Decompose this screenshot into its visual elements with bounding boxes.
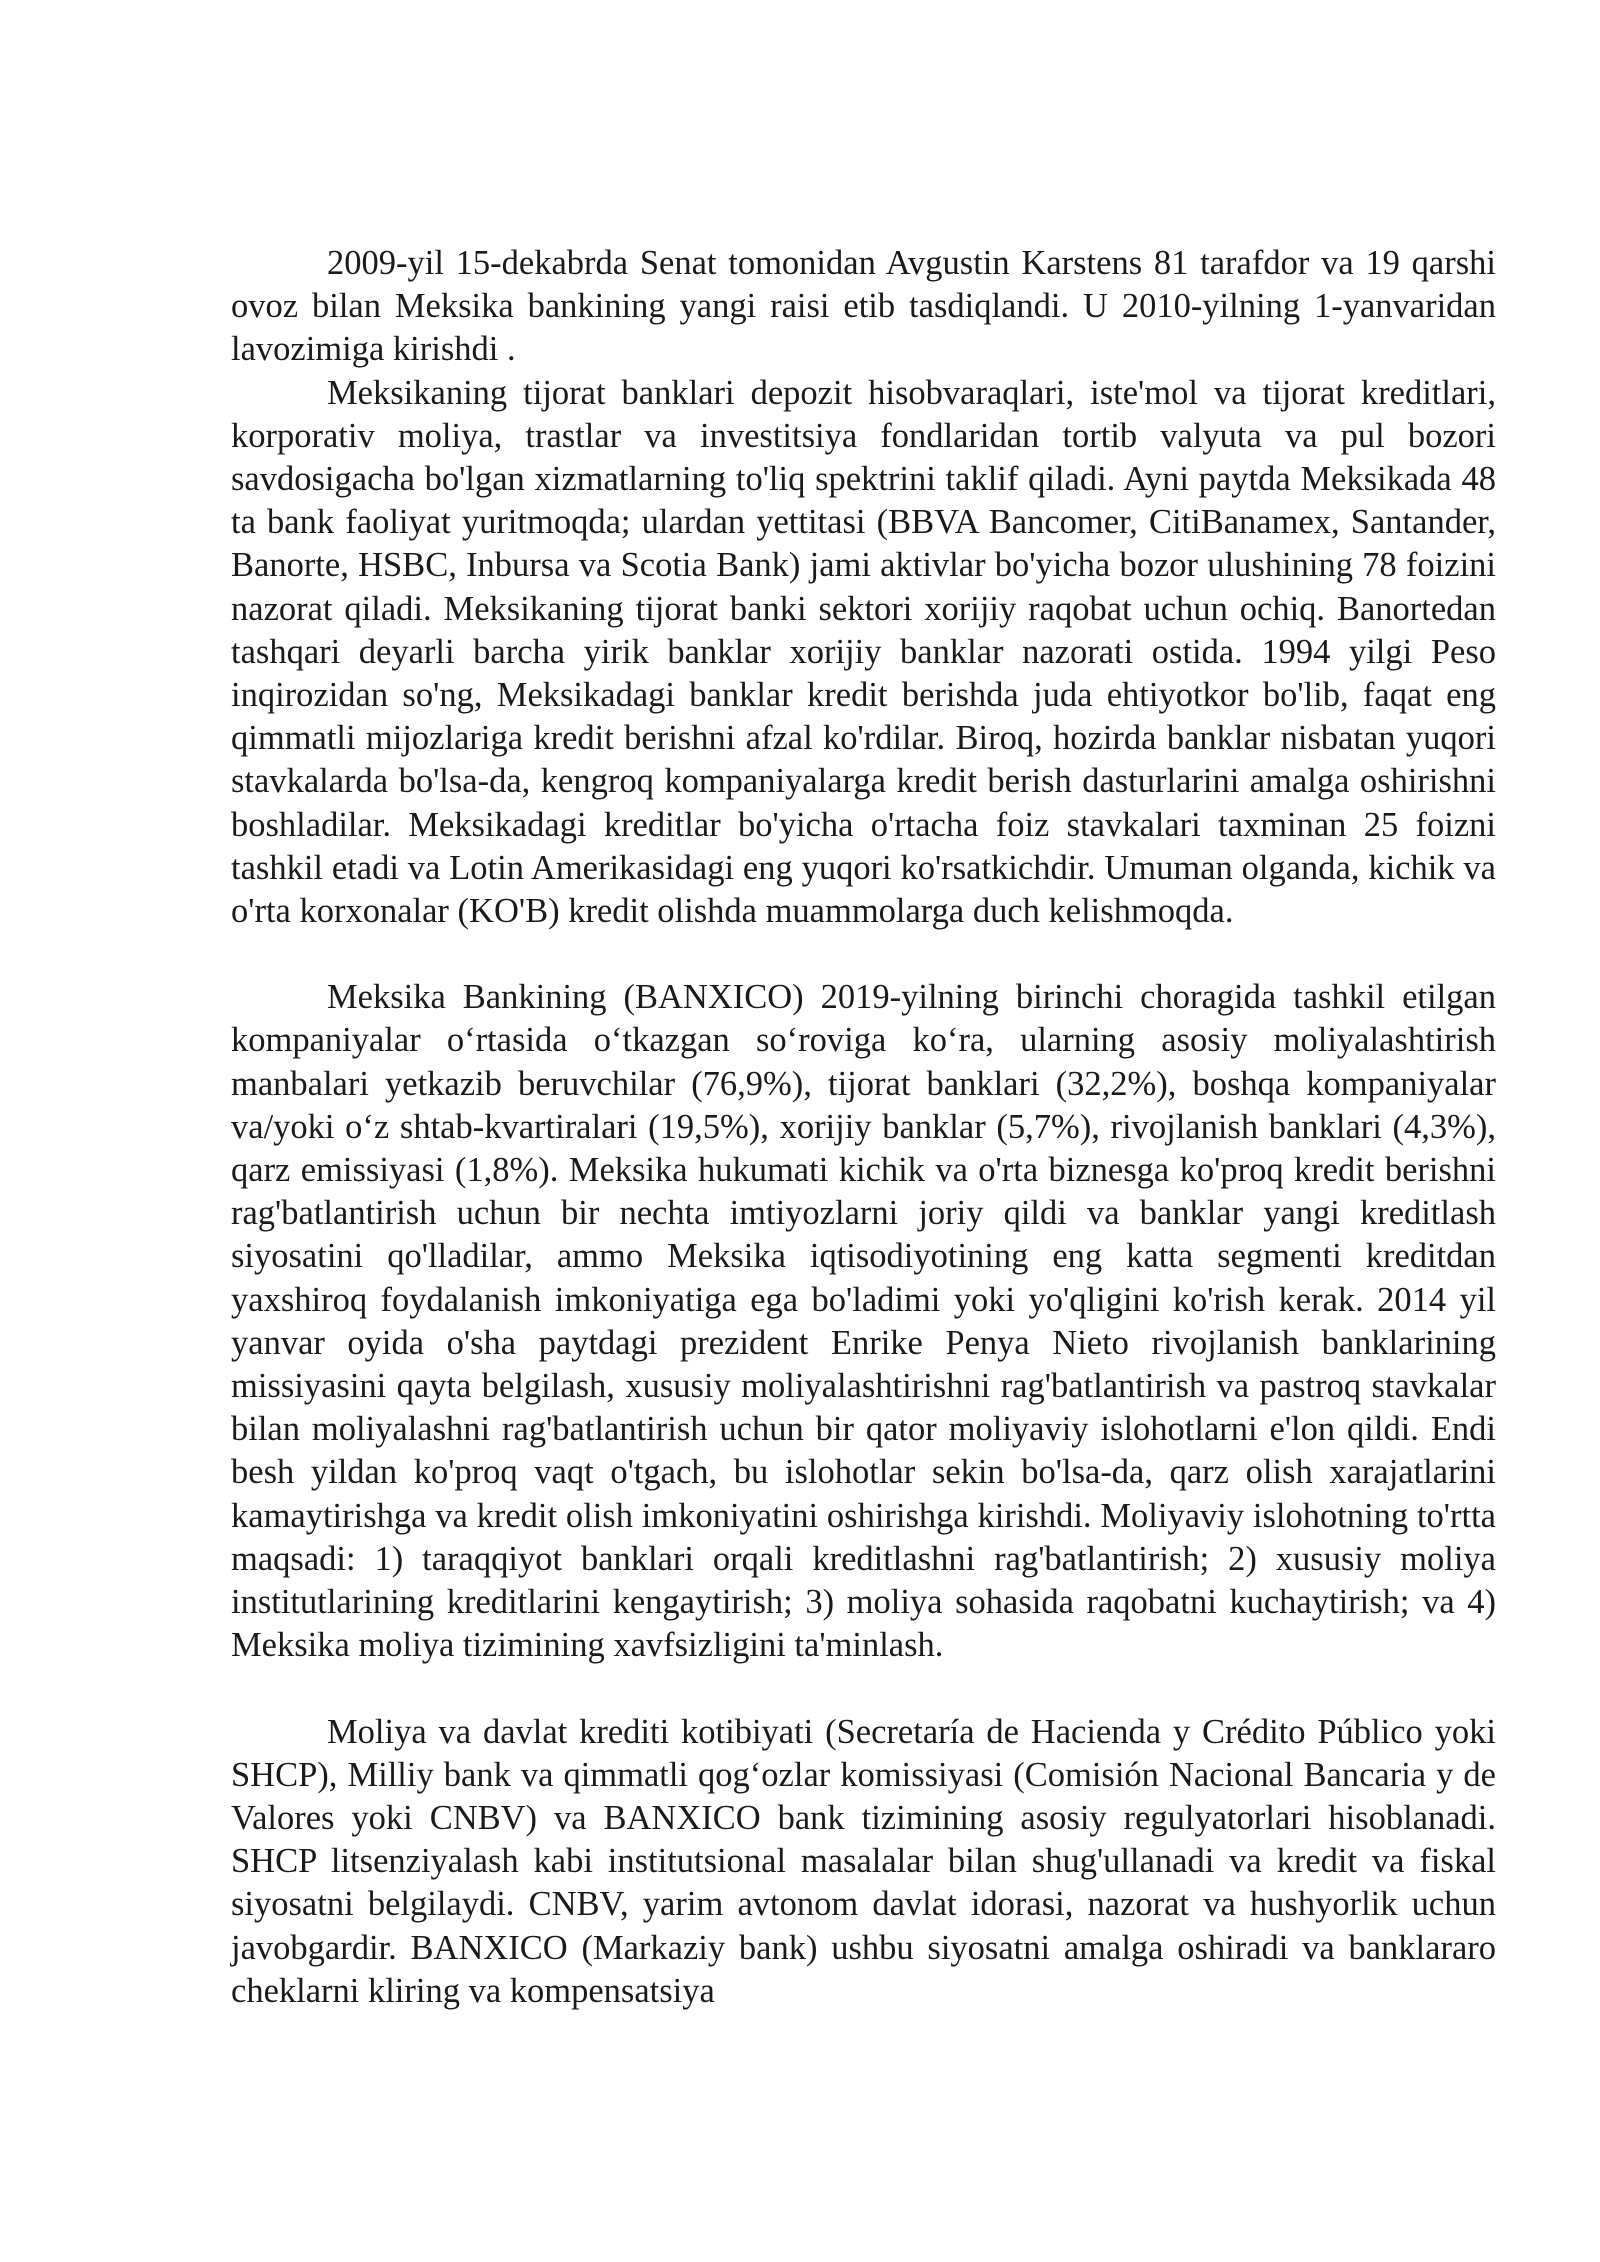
- paragraph-spacer: [231, 1668, 1496, 1711]
- document-page: [231, 242, 1496, 2013]
- paragraph-regulators: Moliya va davlat krediti kotibiyati (Secretaría de Hacienda y Crédito Público yoki SHCP), Milliy bank va qimmatli qog‘ozlar komissiyasi (Comisión Nacional Bancaria y de Valores yoki CNBV) va BANXICO bank tizimining asosiy regulyatorlari hisoblanadi. SHCP litsenziyalash kabi institutsional masalalar bilan shug'ullanadi va kredit va fiskal siyosatni belgilaydi. CNBV, yarim avtonom davlat idorasi, nazorat va hushyorlik uchun javobgardir. BANXICO (Markaziy bank) ushbu siyosatni amalga oshiradi va banklararo cheklarni kliring va kompensatsiya: [231, 1712, 1496, 2010]
- paragraph-banxico-survey: Meksika Bankining (BANXICO) 2019-yilning birinchi choragida tashkil etilgan kompaniyalar o‘rtasida o‘tkazgan so‘roviga ko‘ra, ularning asosiy moliyalashtirish manbalari yetkazib beruvchilar (76,9%), tijorat banklari (32,2%), boshqa kompaniyalar va/yoki o‘z shtab-kvartiralari (19,5%), xorijiy banklar (5,7%), rivojlanish banklari (4,3%), qarz emissiyasi (1,8%). Meksika hukumati kichik va o'rta biznesga ko'proq kredit berishni rag'batlantirish uchun bir nechta imtiyozlarni joriy qildi va banklar yangi kreditlash siyosatini qo'lladilar, ammo Meksika iqtisodiyotining eng katta segmenti kreditdan yaxshiroq foydalanish imkoniyatiga ega bo'ladimi yoki yo'qligini ko'rish kerak. 2014 yil yanvar oyida o'sha paytdagi prezident Enrike Penya Nieto rivojlanish banklarining missiyasini qayta belgilash, xususiy moliyalashtirishni rag'batlantirish va pastroq stavkalar bilan moliyalashni rag'batlantirish uchun bir qator moliyaviy islohotlarni e'lon qildi. Endi besh yildan ko'proq vaqt o'tgach, bu islohotlar sekin bo'lsa-da, qarz olish xarajatlarini kamaytirishga va kredit olish imkoniyatini oshirishga kirishdi. Moliyaviy islohotning to'rtta maqsadi: 1) taraqqiyot banklari orqali kreditlashni rag'batlantirish; 2) xususiy moliya institutlarining kreditlarini kengaytirish; 3) moliya sohasida raqobatni kuchaytirish; va 4) Meksika moliya tizimining xavfsizligini ta'minlash.: [231, 978, 1496, 1665]
- paragraph-spacer: [231, 933, 1496, 976]
- paragraph-commercial-banks: Meksikaning tijorat banklari depozit hisobvaraqlari, iste'mol va tijorat kreditlari, korporativ moliya, trastlar va investitsiya fondlaridan tortib valyuta va pul bozori savdosigacha bo'lgan xizmatlarning to'liq spektrini taklif qiladi. Ayni paytda Meksikada 48 ta bank faoliyat yuritmoqda; ulardan yettitasi (BBVA Bancomer, CitiBanamex, Santander, Banorte, HSBC, Inbursa va Scotia Bank) jami aktivlar bo'yicha bozor ulushining 78 foizini nazorat qiladi. Meksikaning tijorat banki sektori xorijiy raqobat uchun ochiq. Banortedan tashqari deyarli barcha yirik banklar xorijiy banklar nazorati ostida. 1994 yilgi Peso inqirozidan so'ng, Meksikadagi banklar kredit berishda juda ehtiyotkor bo'lib, faqat eng qimmatli mijozlariga kredit berishni afzal ko'rdilar. Biroq, hozirda banklar nisbatan yuqori stavkalarda bo'lsa-da, kengroq kompaniyalarga kredit berish dasturlarini amalga oshirishni boshladilar. Meksikadagi kreditlar bo'yicha o'rtacha foiz stavkalari taxminan 25 foizni tashkil etadi va Lotin Amerikasidagi eng yuqori ko'rsatkichdir. Umuman olganda, kichik va o'rta korxonalar (KO'B) kredit olishda muammolarga duch kelishmoqda.: [231, 373, 1496, 931]
- paragraph-karstens: 2009-yil 15-dekabrda Senat tomonidan Avgustin Karstens 81 tarafdor va 19 qarshi ovoz bilan Meksika bankining yangi raisi etib tasdiqlandi. U 2010-yilning 1-yanvaridan lavozimiga kirishdi .: [231, 244, 1496, 369]
